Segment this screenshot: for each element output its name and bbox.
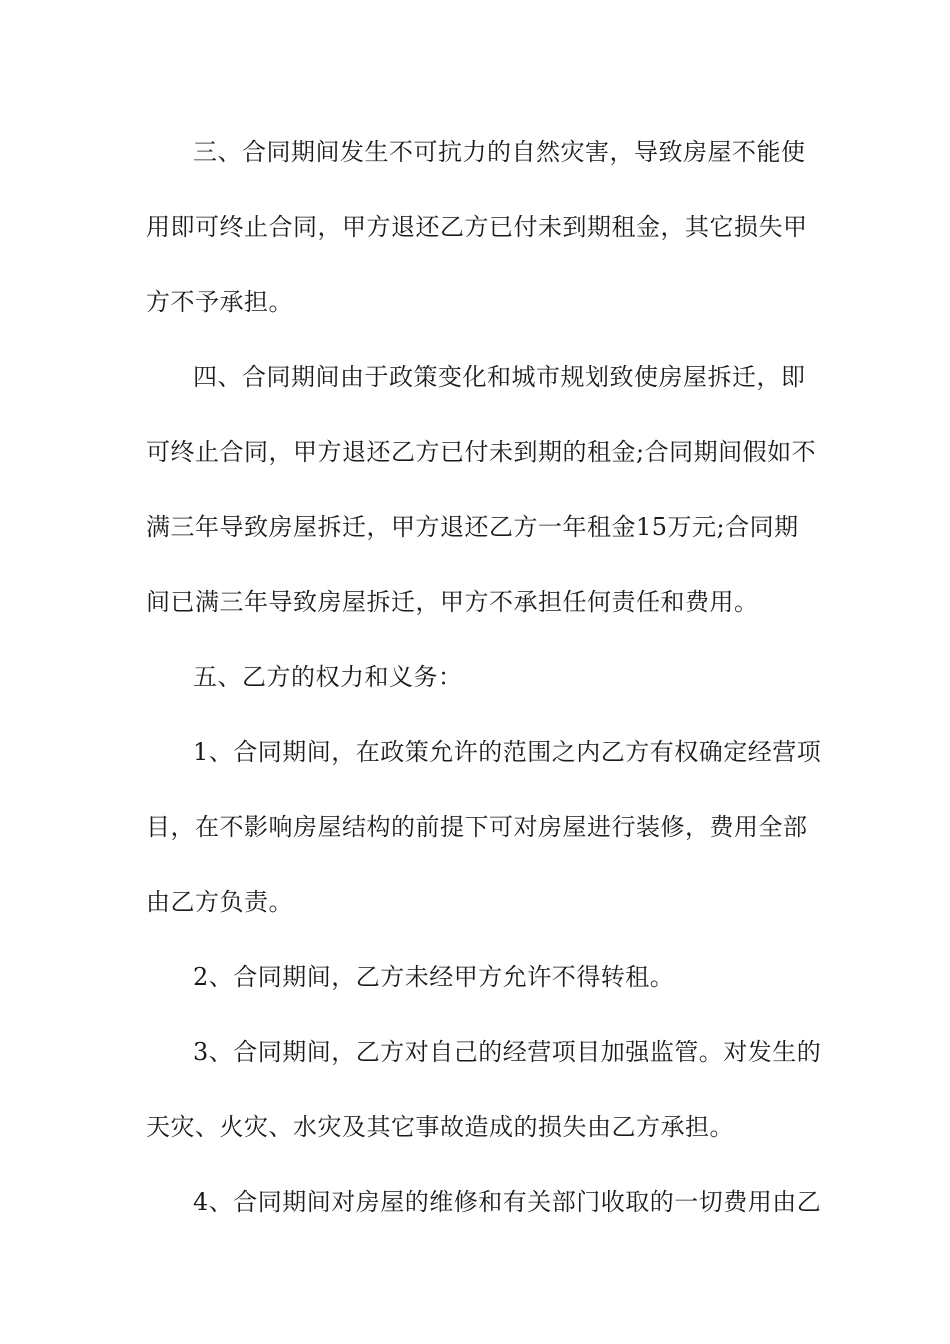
- item-1-line-2: 目，在不影响房屋结构的前提下可对房屋进行装修，费用全部: [146, 813, 808, 841]
- clause-4-line-2: 可终止合同，甲方退还乙方已付未到期的租金;合同期间假如不: [146, 438, 817, 466]
- clause-3-line-2: 用即可终止合同，甲方退还乙方已付未到期租金，其它损失甲: [146, 213, 808, 241]
- item-1-line-1: 1、合同期间，在政策允许的范围之内乙方有权确定经营项: [193, 738, 822, 766]
- clause-3-line-1: 三、合同期间发生不可抗力的自然灾害，导致房屋不能使: [193, 138, 806, 166]
- item-1-line-3: 由乙方负责。: [146, 888, 293, 916]
- item-3-line-2: 天灾、火灾、水灾及其它事故造成的损失由乙方承担。: [146, 1113, 734, 1141]
- clause-3-line-3: 方不予承担。: [146, 288, 293, 316]
- item-2-line-1: 2、合同期间，乙方未经甲方允许不得转租。: [193, 963, 675, 991]
- item-3-line-1: 3、合同期间，乙方对自己的经营项目加强监管。对发生的: [193, 1038, 822, 1066]
- clause-4-line-1: 四、合同期间由于政策变化和城市规划致使房屋拆迁，即: [193, 363, 806, 391]
- item-4-line-1: 4、合同期间对房屋的维修和有关部门收取的一切费用由乙: [193, 1188, 822, 1216]
- clause-4-line-4: 间已满三年导致房屋拆迁，甲方不承担任何责任和费用。: [146, 588, 759, 616]
- clause-4-line-3: 满三年导致房屋拆迁，甲方退还乙方一年租金15万元;合同期: [146, 513, 799, 541]
- section-5-heading: 五、乙方的权力和义务：: [193, 663, 463, 691]
